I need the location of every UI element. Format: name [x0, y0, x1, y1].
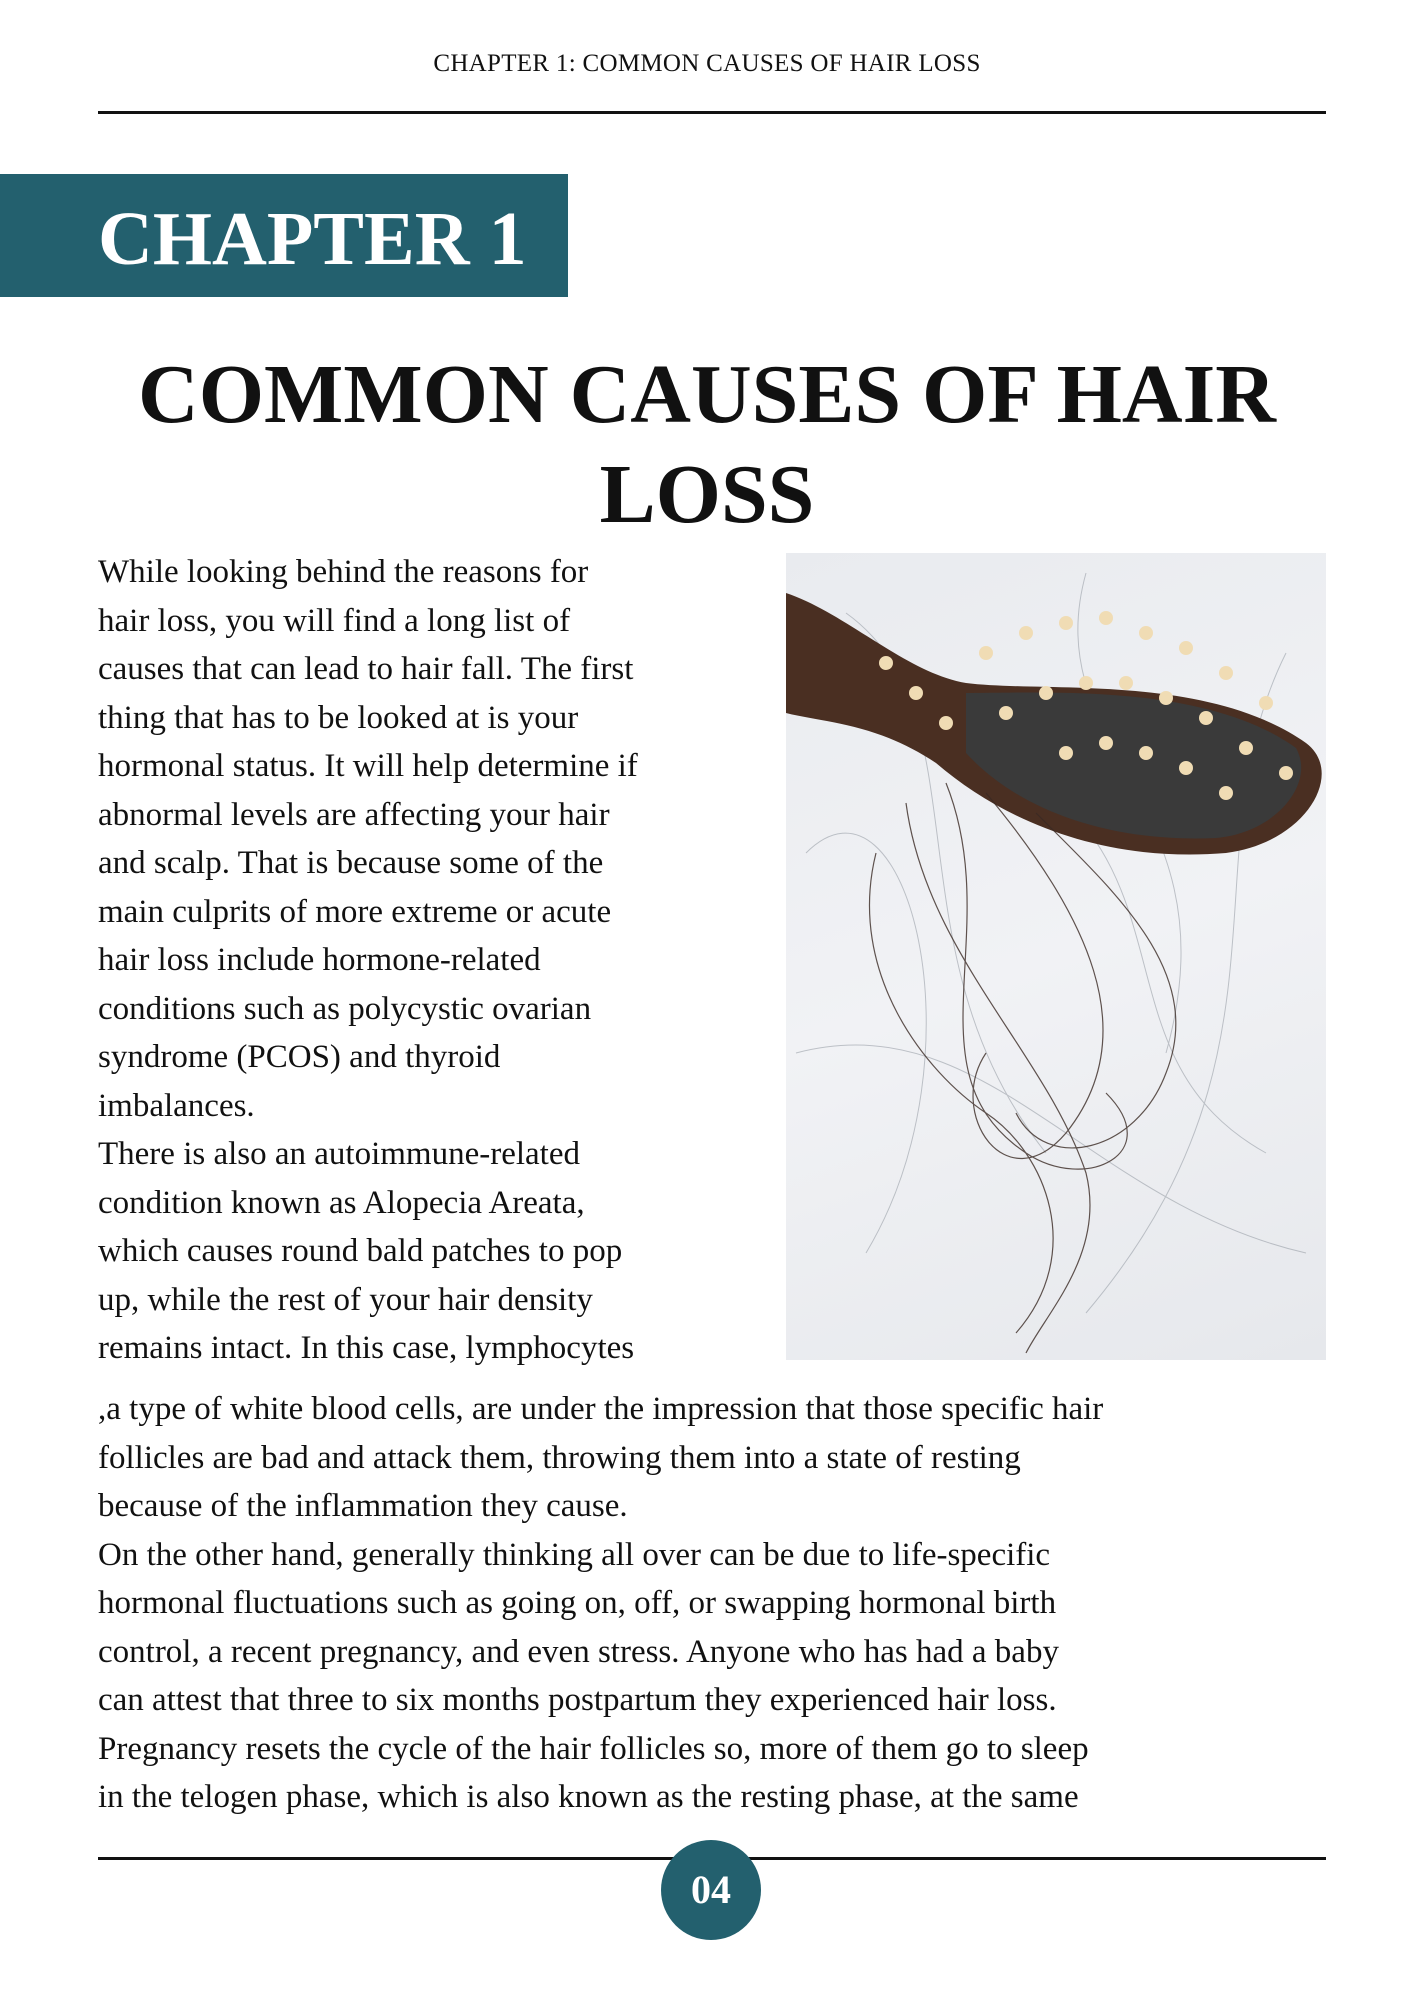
- body-text-line: thing that has to be looked at is your: [98, 699, 579, 736]
- body-text-line: hormonal status. It will help determine if: [98, 748, 638, 784]
- body-text-line: up, while the rest of your hair density: [98, 1281, 593, 1318]
- body-text-line: follicles are bad and attack them, throwing them into a state of resting: [98, 1439, 1021, 1476]
- body-text-line: causes that can lead to hair fall. The first: [98, 651, 634, 687]
- body-text-line: main culprits of more extreme or acute: [98, 893, 612, 930]
- running-header: CHAPTER 1: COMMON CAUSES OF HAIR LOSS: [433, 50, 981, 77]
- body-text-line: hormonal fluctuations such as going on, off, or swapping hormonal birth: [98, 1585, 1057, 1621]
- body-text-line: remains intact. In this case, lymphocytes: [98, 1330, 635, 1366]
- body-text-line: control, a recent pregnancy, and even stress. Anyone who has had a baby: [98, 1633, 1059, 1670]
- body-text-line: hair loss include hormone-related: [98, 942, 541, 978]
- body-text-line: conditions such as polycystic ovarian: [98, 990, 592, 1027]
- page-number-badge: 04: [661, 1840, 761, 1940]
- body-text-line: Pregnancy resets the cycle of the hair follicles so, more of them go to sleep: [98, 1730, 1089, 1767]
- body-text-line: There is also an autoimmune-related: [98, 1136, 580, 1172]
- body-text-line: in the telogen phase, which is also known as the resting phase, at the same: [98, 1779, 1079, 1815]
- body-text-line: because of the inflammation they cause.: [98, 1488, 628, 1524]
- body-text-line: On the other hand, generally thinking all over can be due to life-specific: [98, 1536, 1051, 1573]
- body-text-line: can attest that three to six months postpartum they experienced hair loss.: [98, 1682, 1057, 1718]
- body-text-line: which causes round bald patches to pop: [98, 1233, 623, 1269]
- body-text-line: syndrome (PCOS) and thyroid: [98, 1039, 501, 1075]
- chapter-title-line: COMMON CAUSES OF HAIR: [138, 348, 1276, 441]
- body-text-line: imbalances.: [98, 1087, 255, 1124]
- body-text-line: ,a type of white blood cells, are under the impression that those specific hair: [98, 1391, 1104, 1427]
- hairbrush-photo: [786, 553, 1326, 1360]
- chapter-banner: [0, 174, 568, 297]
- header-divider: [98, 111, 1326, 114]
- body-text-line: condition known as Alopecia Areata,: [98, 1184, 585, 1221]
- body-text-line: and scalp. That is because some of the: [98, 845, 604, 881]
- hairbrush-image-icon: [786, 553, 1326, 1360]
- body-text-line: hair loss, you will find a long list of: [98, 602, 571, 639]
- chapter-title-line: LOSS: [599, 448, 815, 541]
- chapter-title: [0, 345, 1414, 545]
- chapter-label: CHAPTER 1: [98, 197, 527, 281]
- body-text-line: abnormal levels are affecting your hair: [98, 796, 610, 833]
- body-text-line: While looking behind the reasons for: [98, 554, 589, 590]
